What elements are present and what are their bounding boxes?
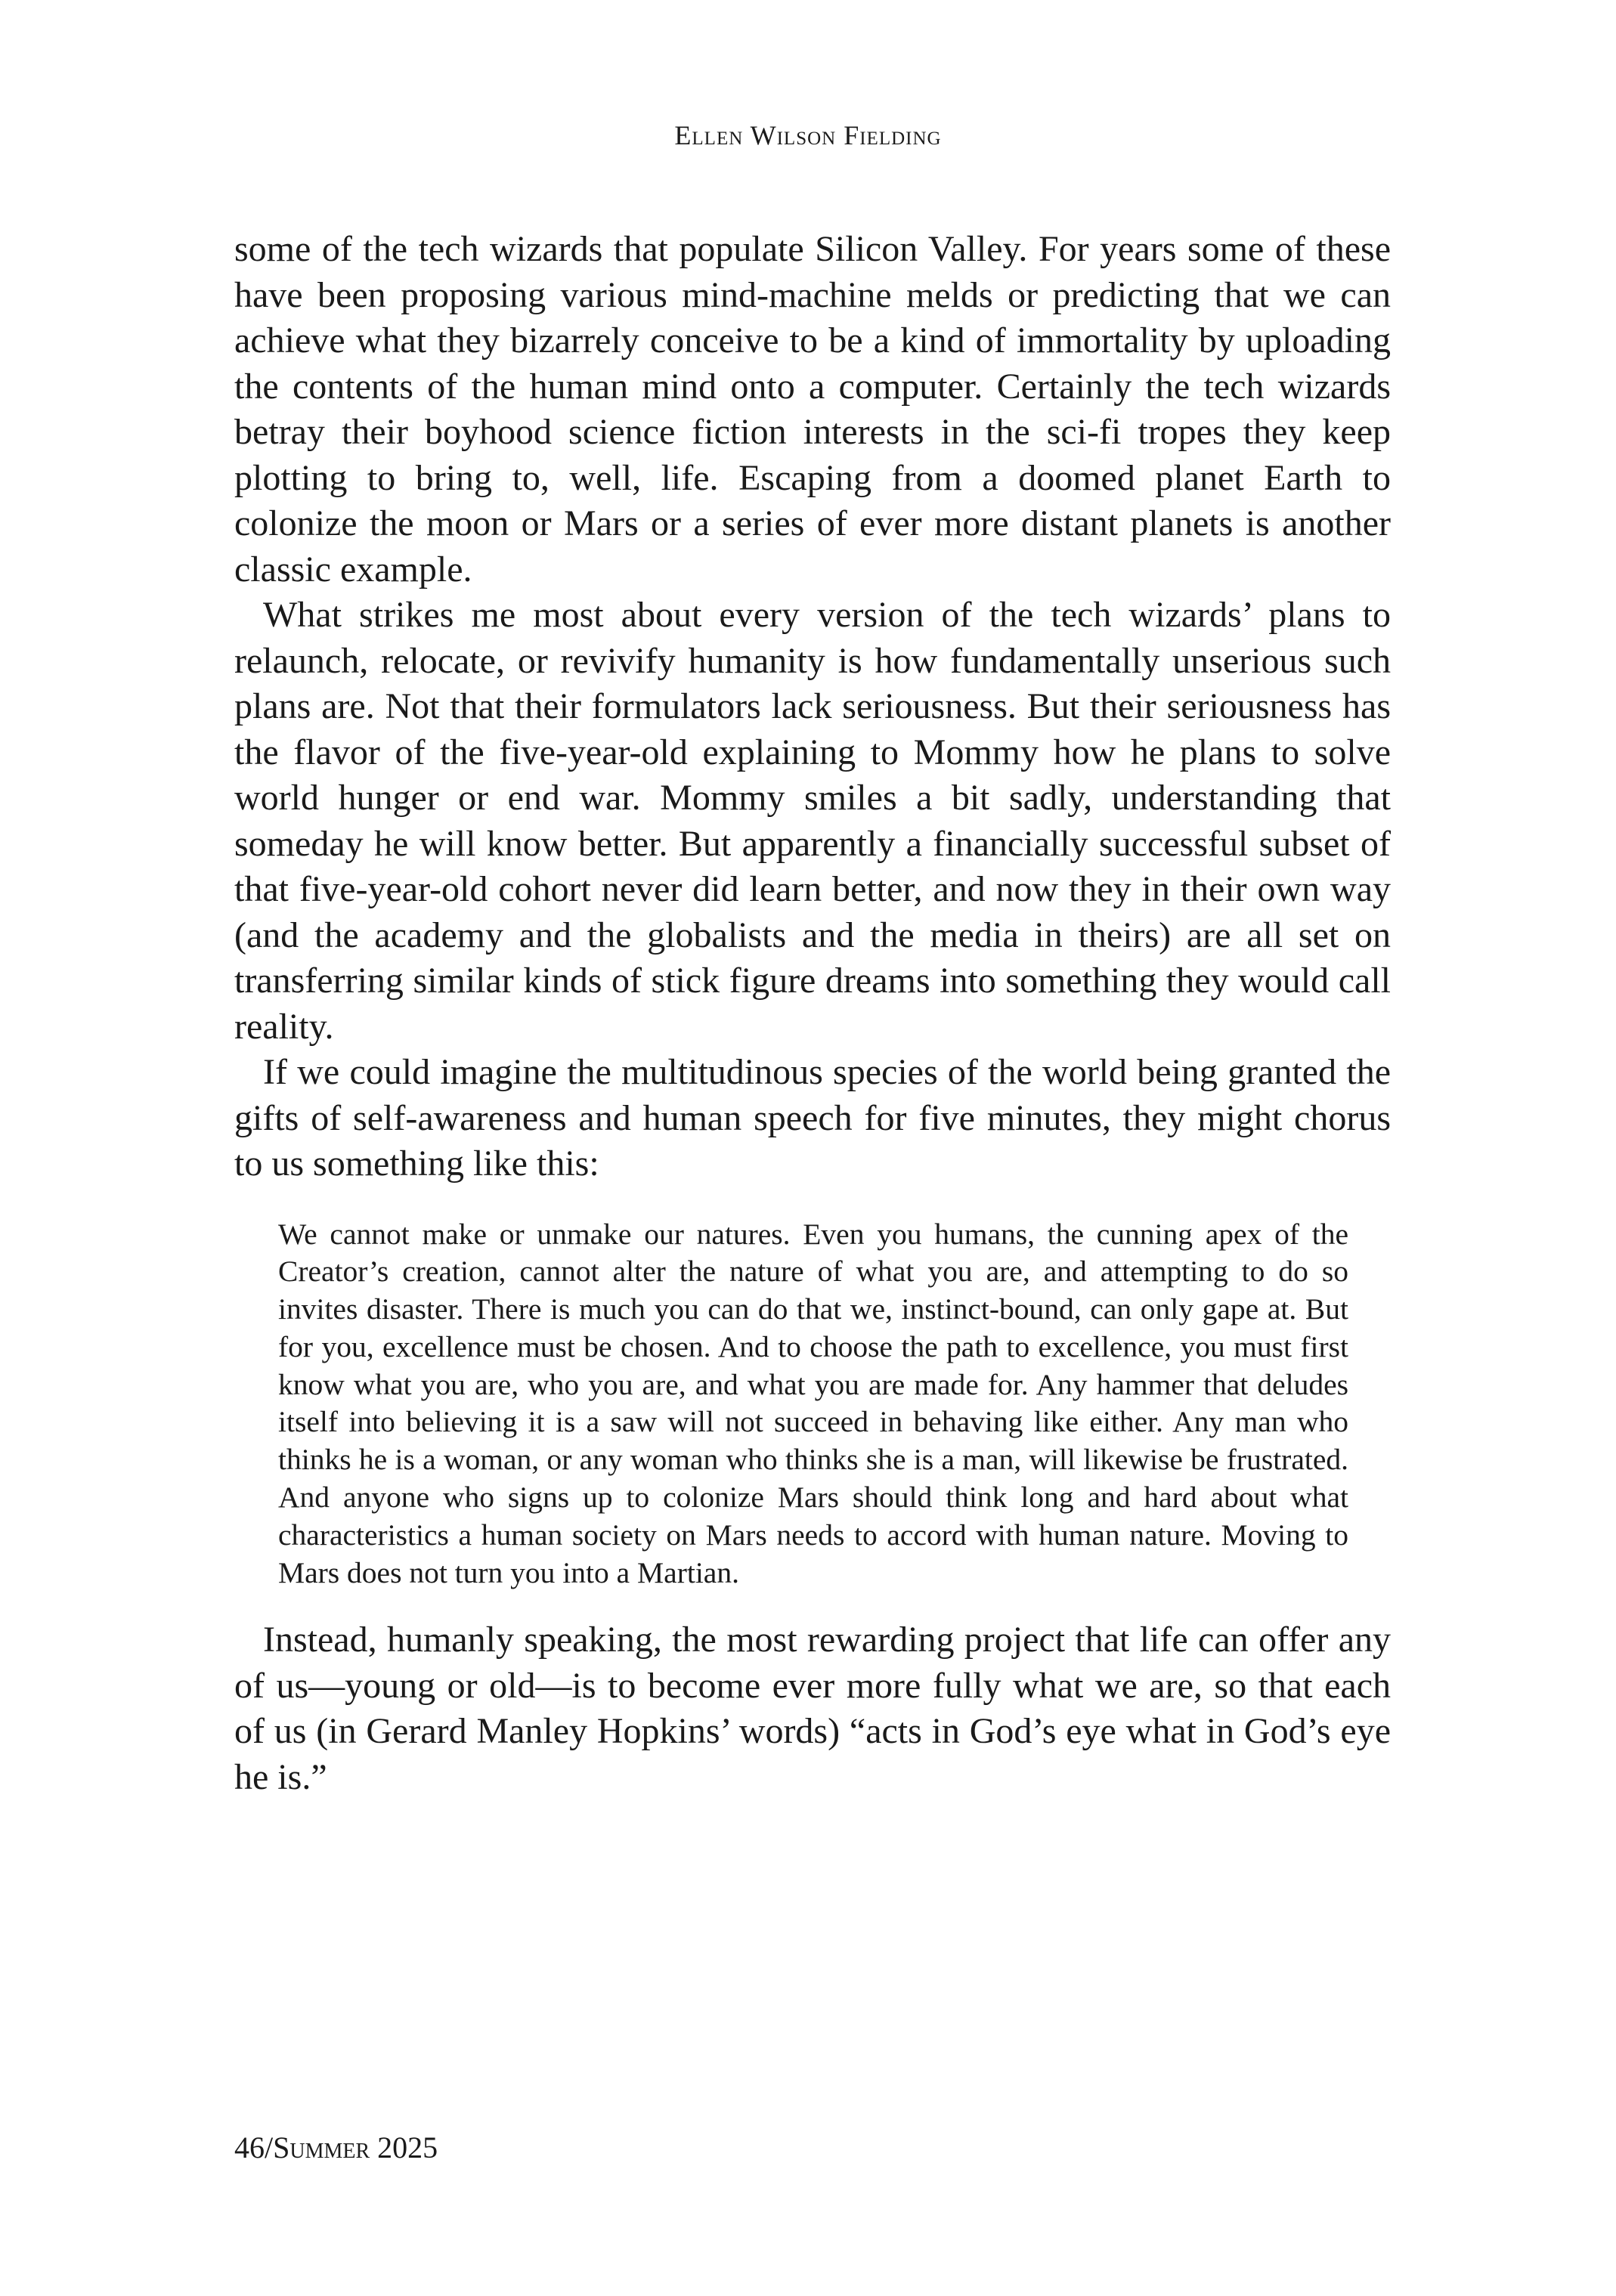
page-number: 46/ xyxy=(234,2130,274,2164)
page-footer xyxy=(234,2130,438,2165)
closing-paragraph: Instead, humanly speaking, the most rewarding project that life can offer any of us—young or old—is to become ever more fully what we are, so that each of us (in Gerard Manley Hopkins’ words) “acts in God’s eye what in God’s eye he is.” xyxy=(234,1620,1391,1797)
article-body xyxy=(234,227,1391,1800)
paragraph: If we could imagine the multitudinous species of the world being granted the gifts of self-awareness and human speech for five minutes, they might chorus to us something like this: xyxy=(234,1052,1391,1184)
running-head: Ellen Wilson Fielding xyxy=(674,120,942,150)
block-quote: We cannot make or unmake our natures. Even you humans, the cunning apex of the Creator’s creation, cannot alter the nature of what you are, and attempting to do so invites disaster. There is much you can do that we, instinct-bound, can only gape at. But for you, excellence must be chosen. And to choose the path to excellence, you must first know what you are, who you are, and what you are made for. Any hammer that deludes itself into believing it is a saw will not succeed in behaving like either. Any man who thinks he is a woman, or any woman who thinks she is a man, will likewise be frustrated. And anyone who signs up to colonize Mars should think long and hard about what characteristics a human society on Mars needs to accord with human nature. Moving to Mars does not turn you into a Martian. xyxy=(278,1217,1348,1589)
issue-label: Summer 2025 xyxy=(273,2130,438,2164)
paragraph: What strikes me most about every version of the tech wizards’ plans to relaunch, relocate, or revivify humanity is how fundamentally unserious such plans are. Not that their formulators lack seriousness. But their seriousness has the flavor of the five-year-old explaining to Mommy how he plans to solve world hunger or end war. Mommy smiles a bit sadly, understanding that someday he will know better. But apparently a financially successful subset of that five-year-old cohort never did learn better, and now they in their own way (and the academy and the globalists and the media in theirs) are all set on transferring similar kinds of stick figure dreams into something they would call reality. xyxy=(234,595,1391,1047)
paragraph-continued: some of the tech wizards that populate Silicon Valley. For years some of these have been proposing various mind-machine melds or predicting that we can achieve what they bizarrely conceive to be a kind of immortality by uploading the contents of the human mind onto a computer. Certainly the tech wizards betray their boyhood science fiction interests in the sci-fi tropes they keep plotting to bring to, well, life. Escaping from a doomed planet Earth to colonize the moon or Mars or a series of ever more distant planets is another classic example. xyxy=(234,229,1391,589)
